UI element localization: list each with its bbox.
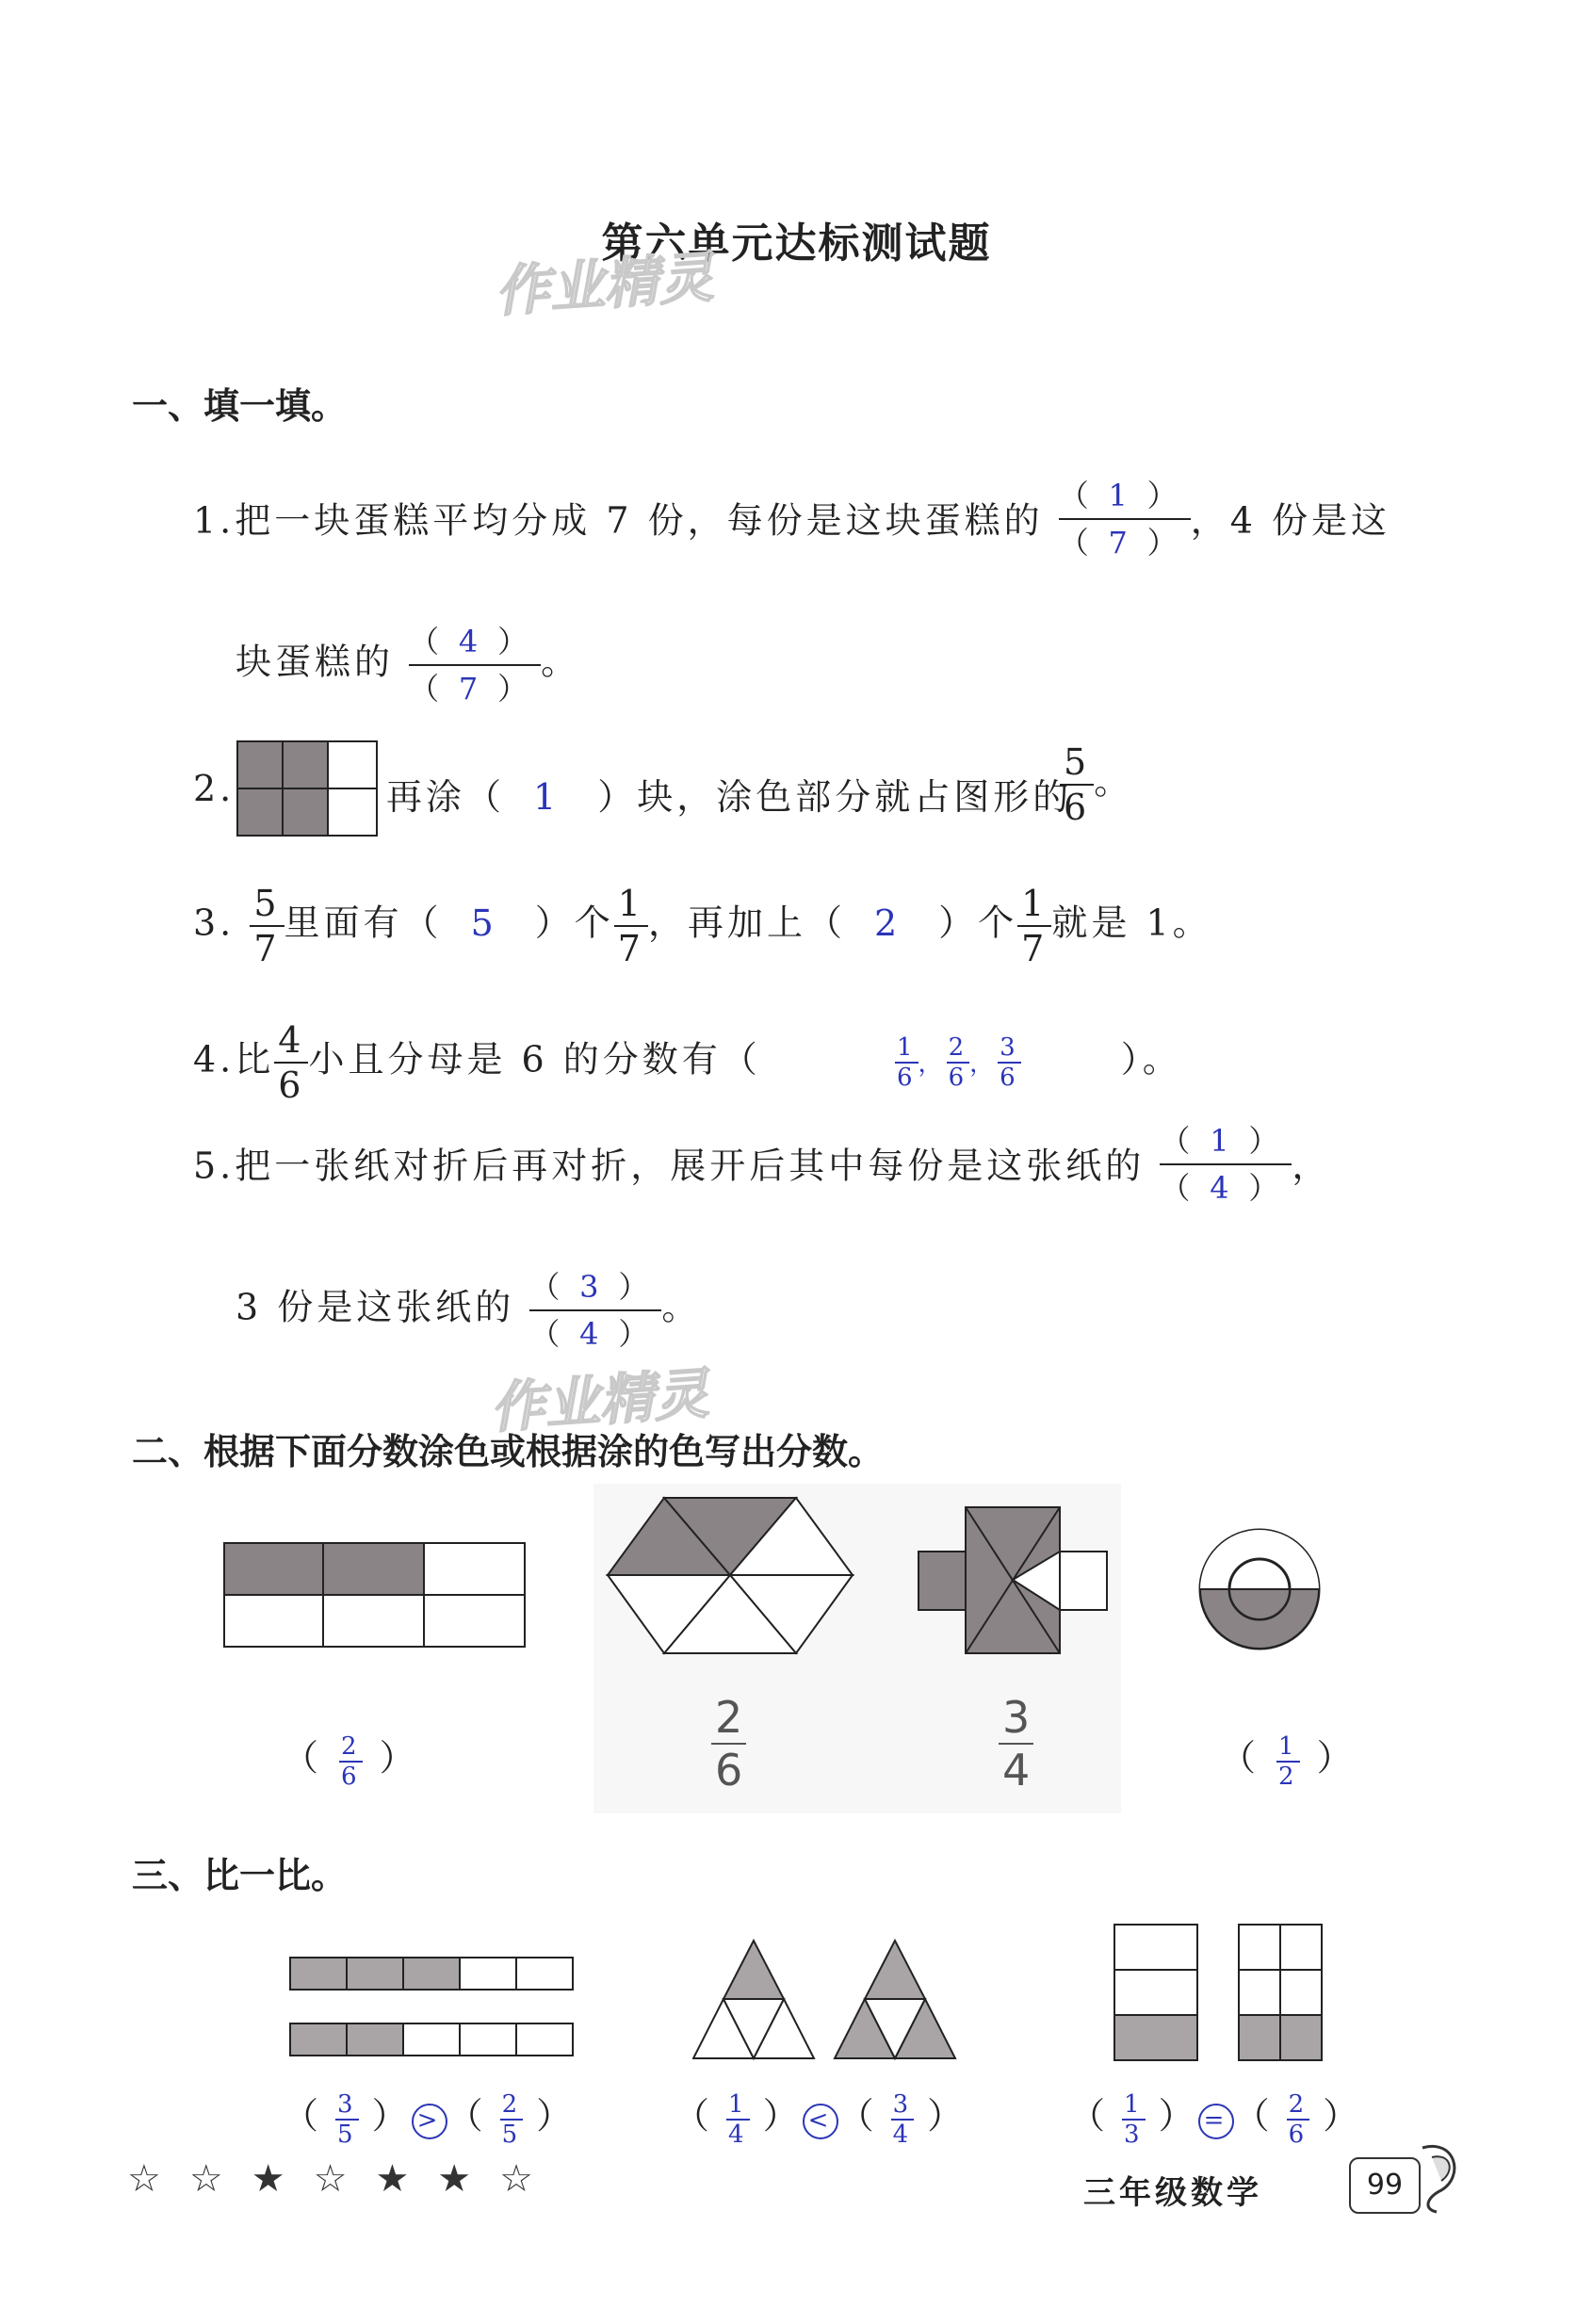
rectangle-figure <box>221 1540 532 1653</box>
comparison-2: （ $\frac{1}{4}$ ） < （ $\frac{3}{4}$ ） <box>674 2089 967 2149</box>
comparison-3: （ $\frac{1}{3}$ ） = （ $\frac{2}{6}$ ） <box>1069 2089 1363 2149</box>
answer-value: 5 <box>470 902 497 944</box>
star-decoration: ☆☆★☆★★☆ <box>127 2157 562 2201</box>
question-1-line-2: 块蛋糕的 （ 4 ） （ 7 ） 。 <box>236 624 581 707</box>
comparison-sign: < <box>803 2104 838 2139</box>
answer-fraction: （ 1 ） （ 4 ） <box>1160 1126 1292 1203</box>
answer-value: 1 <box>533 776 561 818</box>
section-heading-2: 二、根据下面分数涂色或根据涂的色写出分数。 <box>132 1431 885 1472</box>
answer-fraction: （ 1 ） （ 7 ） <box>1059 480 1191 558</box>
question-4: 4.比 $\frac{4}{6}$ 小且分母是 6 的分数有（ $\frac{1}{6}$ ， $\frac{2}{6}$ ， $\frac{3}{6}$ ）。 <box>193 1019 1182 1106</box>
leaf-icon <box>1413 2138 1470 2214</box>
hexagon-figure <box>603 1493 857 1658</box>
comparison-sign: = <box>1198 2104 1234 2139</box>
page-title: 第六单元达标测试题 <box>601 219 992 268</box>
question-5-line-2: 3 份是这张纸的 （ 3 ） （ 4 ） 。 <box>236 1269 702 1352</box>
page-number: 99 <box>1349 2157 1421 2214</box>
answer-fraction: （ 3 ） （ 4 ） <box>529 1272 661 1349</box>
grade-label: 三年级数学 <box>1083 2174 1262 2212</box>
question-2-text: 再涂（ 1 ）块，涂色部分就占图形的 <box>386 776 1073 818</box>
section-heading-1: 一、填一填。 <box>132 385 348 427</box>
answer-fraction: $\frac{2}{6}$ <box>948 1033 968 1092</box>
answer-value: 2 <box>873 902 902 944</box>
section-heading-3: 三、比一比。 <box>132 1855 348 1896</box>
question-1-line-1: 1.把一块蛋糕平均分成 7 份，每份是这块蛋糕的 （ 1 ） （ 7 ） ，4 份是这 <box>193 478 1390 561</box>
answer-fraction: $\frac{1}{6}$ <box>897 1033 917 1092</box>
bar-figures <box>287 1955 579 2063</box>
fraction-label: $\frac{2}{6}$ <box>711 1696 746 1792</box>
watermark: 作业精灵 <box>488 1360 711 1440</box>
rectangle-grid-figures <box>1112 1922 1338 2068</box>
answer-item-4: （ $\frac{1}{2}$ ） <box>1220 1731 1357 1791</box>
fraction: $\frac{5}{6}$ <box>1060 744 1094 825</box>
watermark: 作业精灵 <box>493 244 716 324</box>
fraction-label: $\frac{3}{4}$ <box>999 1696 1033 1792</box>
comparison-sign: > <box>412 2104 447 2139</box>
answer-item-1: （ $\frac{2}{6}$ ） <box>283 1731 419 1791</box>
comparison-1: （ $\frac{3}{5}$ ） > （ $\frac{2}{5}$ ） <box>283 2089 577 2149</box>
cross-figure <box>914 1503 1112 1658</box>
question-2-number: 2. <box>193 768 236 809</box>
question-3: 3. $\frac{5}{7}$ 里面有（ 5 ）个 $\frac{1}{7}$ ，再加上（ 2 ）个 $\frac{1}{7}$ 就是 1。 <box>193 883 1212 969</box>
grid-figure-q2 <box>236 739 382 838</box>
ring-figure <box>1196 1526 1324 1653</box>
answer-fraction: （ 4 ） （ 7 ） <box>409 626 541 704</box>
question-5-line-1: 5.把一张纸对折后再对折，展开后其中每份是这张纸的 （ 1 ） （ 4 ） ， <box>193 1123 1332 1206</box>
triangle-figures <box>692 1936 966 2068</box>
answer-fraction: $\frac{3}{6}$ <box>1000 1033 1019 1092</box>
